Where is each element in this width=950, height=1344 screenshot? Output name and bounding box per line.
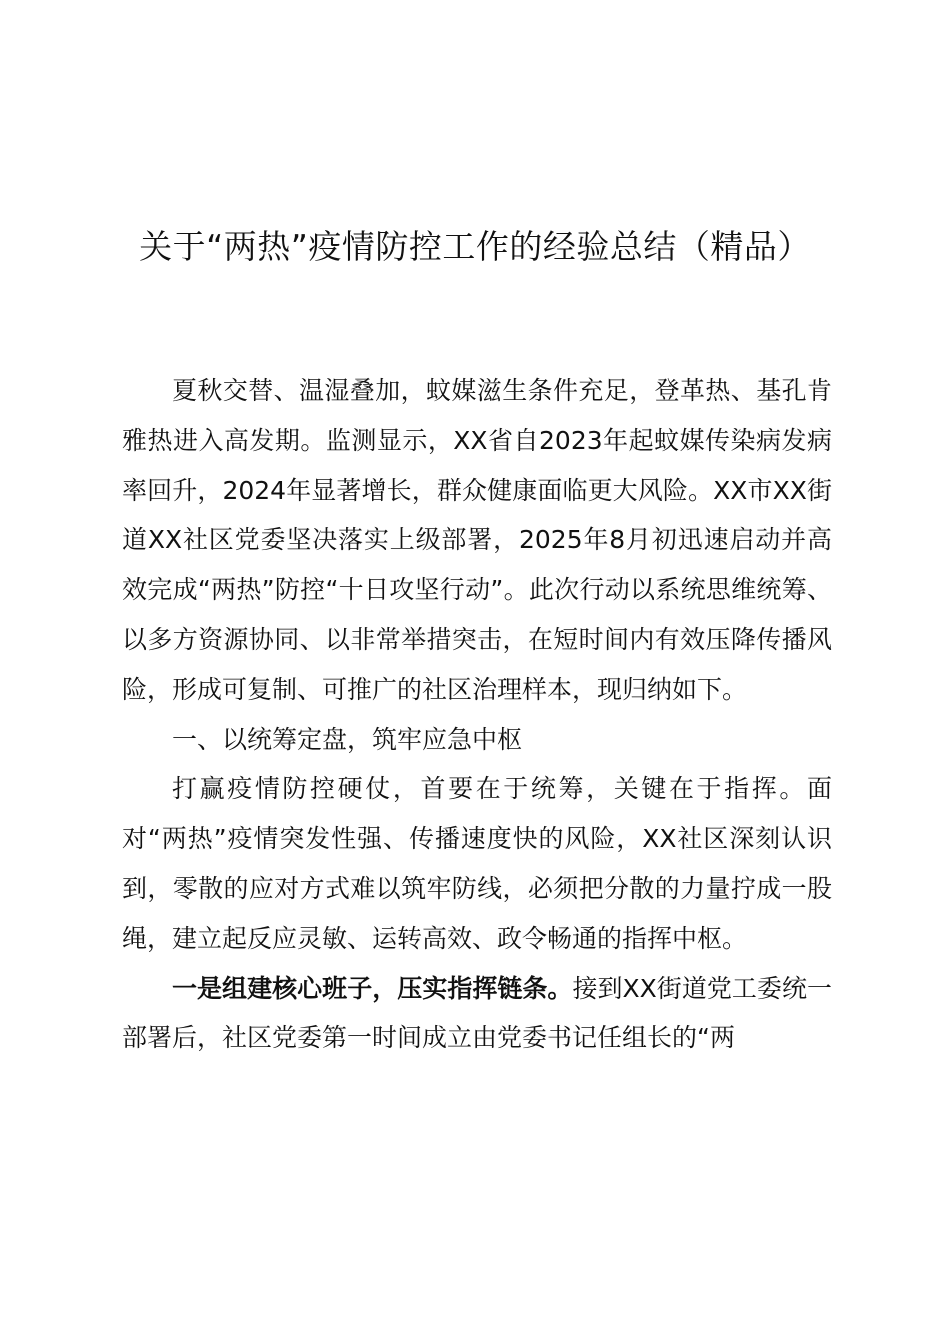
paragraph-text: 打赢疫情防控硬仗，首要在于统筹，关键在于指挥。面对“两热”疫情突发性强、传播速度快的风险，XX社区深刻认识到，零散的应对方式难以筑牢防线，必须把分散的力量拧成一股绳，建立起反应灵敏、运转高效、政令畅通的指挥中枢。 — [122, 774, 832, 953]
heading-text: 一、以统筹定盘，筑牢应急中枢 — [172, 724, 523, 754]
paragraph-intro — [122, 366, 832, 715]
paragraph-text: 夏秋交替、温湿叠加，蚊媒滋生条件充足，登革热、基孔肯雅热进入高发期。监测显示，XX省自2023年起蚊媒传染病发病率回升，2024年显著增长，群众健康面临更大风险。XX市XX街道XX社区党委坚决落实上级部署，2025年8月初迅速启动并高效完成“两热”防控“十日攻坚行动”。此次行动以系统思维统筹、以多方资源协同、以非常举措突击，在短时间内有效压降传播风险，形成可复制、可推广的社区治理样本，现归纳如下。 — [122, 376, 832, 704]
section-heading — [122, 715, 832, 765]
document-title: 关于“两热”疫情防控工作的经验总结（精品） — [139, 227, 811, 266]
paragraph-section-one — [122, 764, 832, 963]
paragraph-point-one — [122, 964, 832, 1064]
paragraph-lead: 一是组建核心班子，压实指挥链条。 — [172, 973, 573, 1003]
document-body — [122, 366, 832, 1063]
paragraph-text: 接到XX街道党工委统一部署后，社区党委第一时间成立由党委书记任组长的“两 — [122, 973, 832, 1053]
